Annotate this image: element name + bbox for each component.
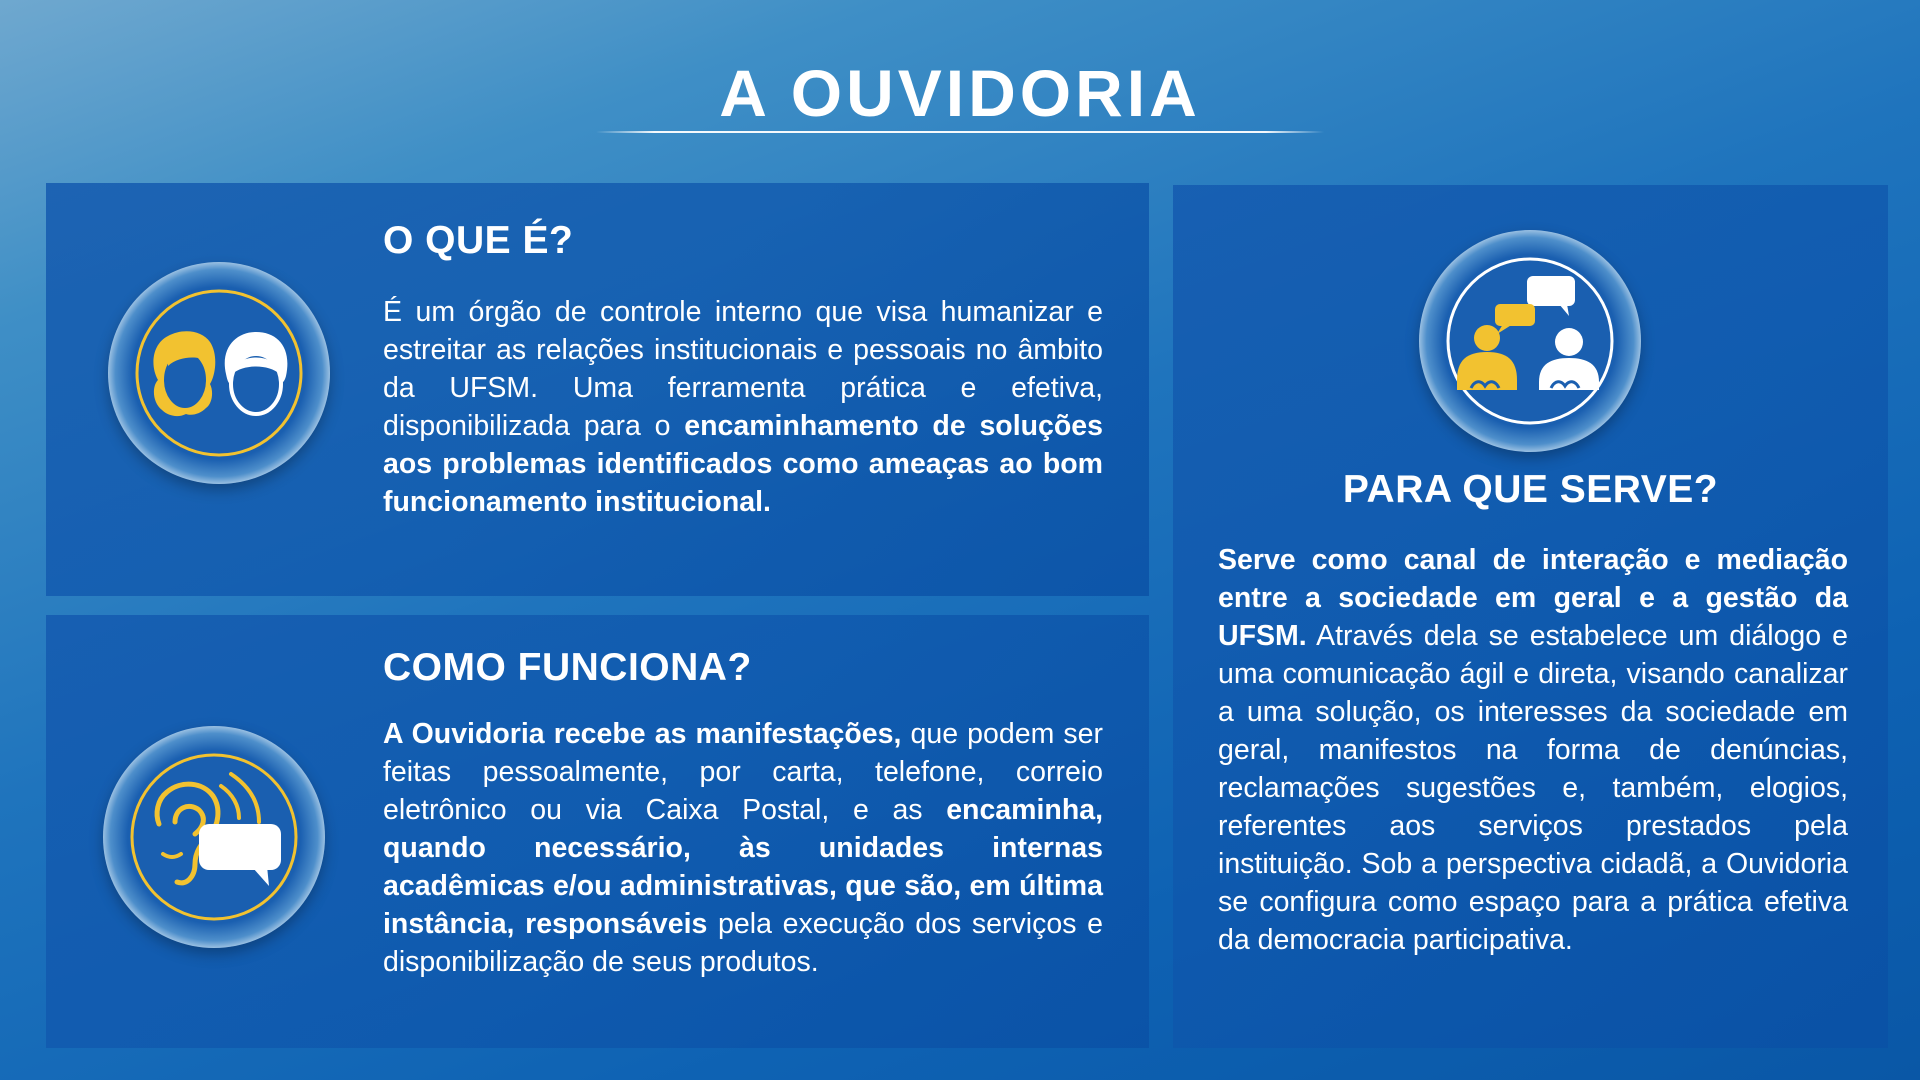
text-o-que-e: [383, 293, 1103, 521]
text-para-que-serve: [1218, 541, 1848, 959]
text-o-que-e-bold: encaminhamento de soluções aos problemas identificados como ameaças ao bom funcionamento institucional.: [383, 410, 1104, 518]
text-como-funciona-bold-1: A Ouvidoria recebe as manifestações,: [383, 718, 902, 750]
text-como-funciona-regular-2: pela execução dos serviços e disponibilização de seus produtos.: [383, 908, 1103, 978]
panel-o-que-e: [46, 183, 1149, 596]
dialogue-people-icon: [1419, 230, 1641, 452]
ear-speech-bubble-icon: [103, 726, 325, 948]
two-people-heads-icon: [108, 262, 330, 484]
text-como-funciona: [383, 715, 1103, 981]
text-para-que-serve-regular: Através dela se estabelece um diálogo e uma comunicação ágil e direta, visando canalizar a uma solução, os interesses da sociedade em geral, manifestos na forma de denúncias, reclamações sugestões e, também, elogios, referentes aos serviços prestados pela instituição. Sob a perspectiva cidadã, a Ouvidoria se configura como espaço para a prática efetiva da democracia participativa.: [1218, 620, 1848, 956]
panel-como-funciona: [46, 615, 1149, 1048]
panel-para-que-serve: [1173, 185, 1888, 1048]
text-como-funciona-bold-2: encaminha, quando necessário, às unidades internas acadêmicas e/ou administrativas, que são, em última instância, responsáveis: [383, 794, 1103, 940]
heading-o-que-e: O QUE É?: [383, 219, 574, 262]
page-title: A OUVIDORIA: [719, 56, 1201, 130]
heading-como-funciona: COMO FUNCIONA?: [383, 646, 752, 689]
title-underline: [596, 131, 1324, 133]
text-como-funciona-regular-1: que podem ser feitas pessoalmente, por carta, telefone, correio eletrônico ou via Caixa Postal, e as: [383, 718, 1103, 826]
text-o-que-e-regular: É um órgão de controle interno que visa humanizar e estreitar as relações institucionais e pessoais no âmbito da UFSM. Uma ferramenta prática e efetiva, disponibilizada para o: [383, 296, 1103, 442]
text-para-que-serve-bold: Serve como canal de interação e mediação entre a sociedade em geral e a gestão da UFSM.: [1218, 544, 1848, 652]
heading-para-que-serve: PARA QUE SERVE?: [1342, 468, 1719, 511]
